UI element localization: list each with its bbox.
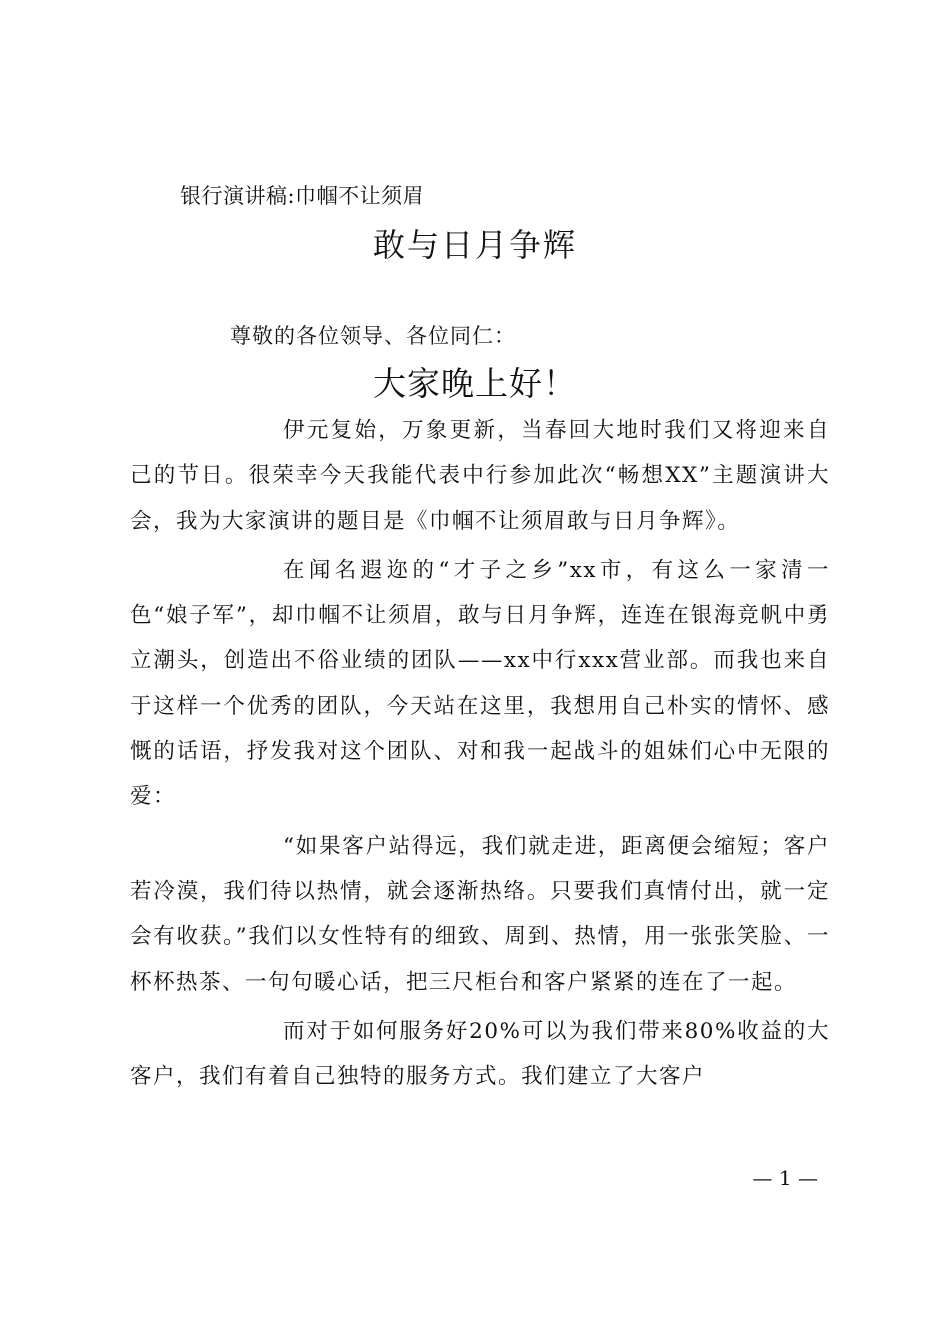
document-subtitle: 银行演讲稿:巾帼不让须眉 — [180, 184, 425, 208]
greeting: 大家晚上好！ — [373, 364, 577, 403]
paragraph: 而对于如何服务好20%可以为我们带来80%收益的大客户，我们有着自己独特的服务方式。我们建立了大客户 — [130, 1018, 830, 1090]
paragraph: 伊元复始，万象更新，当春回大地时我们又将迎来自己的节日。很荣幸今天我能代表中行参加此次“畅想XX”主题演讲大会，我为大家演讲的题目是《巾帼不让须眉敢与日月争辉》。 — [130, 418, 830, 534]
body-text — [130, 408, 830, 1103]
paragraph: “如果客户站得远，我们就走进，距离便会缩短；客户若冷漠，我们待以热情，就会逐渐热络。只要我们真情付出，就一定会有收获。”我们以女性特有的细致、周到、热情，用一张张笑脸、一杯杯热茶、一句句暖心话，把三尺柜台和客户紧紧的连在了一起。 — [130, 833, 830, 995]
salutation: 尊敬的各位领导、各位同仁： — [230, 324, 516, 348]
paragraph: 在闻名遐迩的“才子之乡”xx市，有这么一家清一色“娘子军”，却巾帼不让须眉，敢与日月争辉，连连在银海竞帆中勇立潮头，创造出不俗业绩的团队——xx中行xxx营业部。而我也来自于这样一个优秀的团队，今天站在这里，我想用自己朴实的情怀、感慨的话语，抒发我对这个团队、对和我一起战斗的姐妹们心中无限的爱： — [130, 557, 830, 810]
page-number: — 1 — — [752, 1166, 818, 1190]
document-title: 敢与日月争辉 — [372, 226, 577, 264]
